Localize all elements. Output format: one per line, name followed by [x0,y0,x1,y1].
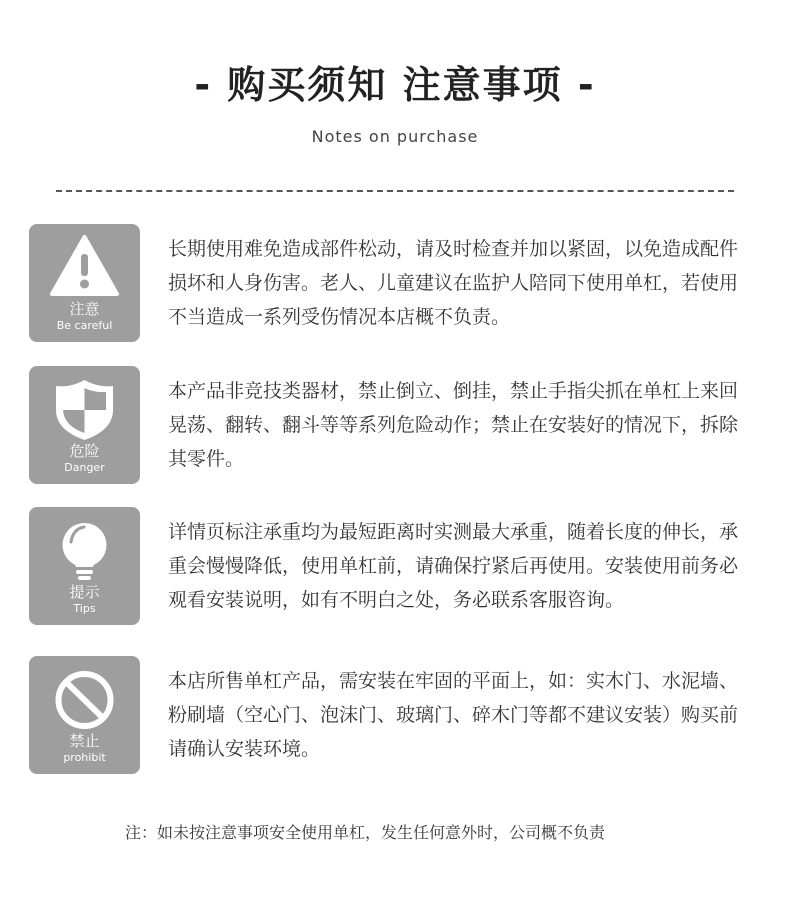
page-subtitle: Notes on purchase [311,127,479,146]
prohibit-icon [29,664,140,732]
prohibit-label-cn: 禁止 [69,732,100,750]
footer-note: 注：如未按注意事项安全使用单杠，发生任何意外时，公司概不负责 [125,823,606,842]
warning-triangle-icon [29,232,140,300]
prohibit-badge [29,656,140,774]
careful-text: 长期使用难免造成部件松动，请及时检查并加以紧固，以免造成配件损坏和人身伤害。老人、儿童建议在监护人陪同下使用单杠，若使用不当造成一系列受伤情况本店概不负责。 [168,238,739,328]
shield-icon [29,374,140,442]
danger-text: 本产品非竞技类器材，禁止倒立、倒挂，禁止手指尖抓在单杠上来回晃荡、翻转、翻斗等等系列危险动作；禁止在安装好的情况下，拆除其零件。 [168,380,739,470]
lightbulb-icon [29,515,140,583]
tips-label-cn: 提示 [69,583,100,601]
page-title: - 购买须知 注意事项 - [194,63,596,107]
tips-text: 详情页标注承重均为最短距离时实测最大承重，随着长度的伸长，承重会慢慢降低，使用单杠前，请确保拧紧后再使用。安装使用前务必观看安装说明，如有不明白之处，务必联系客服咨询。 [168,521,739,611]
prohibit-text: 本店所售单杠产品，需安装在牢固的平面上，如：实木门、水泥墙、粉刷墙（空心门、泡沫门、玻璃门、碎木门等都不建议安装）购买前请确认安装环境。 [168,670,739,760]
prohibit-label-en: prohibit [63,751,106,764]
danger-label-cn: 危险 [69,442,100,460]
danger-label-en: Danger [64,461,105,474]
dashed-divider [56,190,734,192]
careful-label-en: Be careful [56,319,113,332]
tips-badge [29,507,140,625]
careful-badge [29,224,140,342]
danger-badge [29,366,140,484]
tips-label-en: Tips [73,602,96,615]
careful-label-cn: 注意 [69,300,100,318]
